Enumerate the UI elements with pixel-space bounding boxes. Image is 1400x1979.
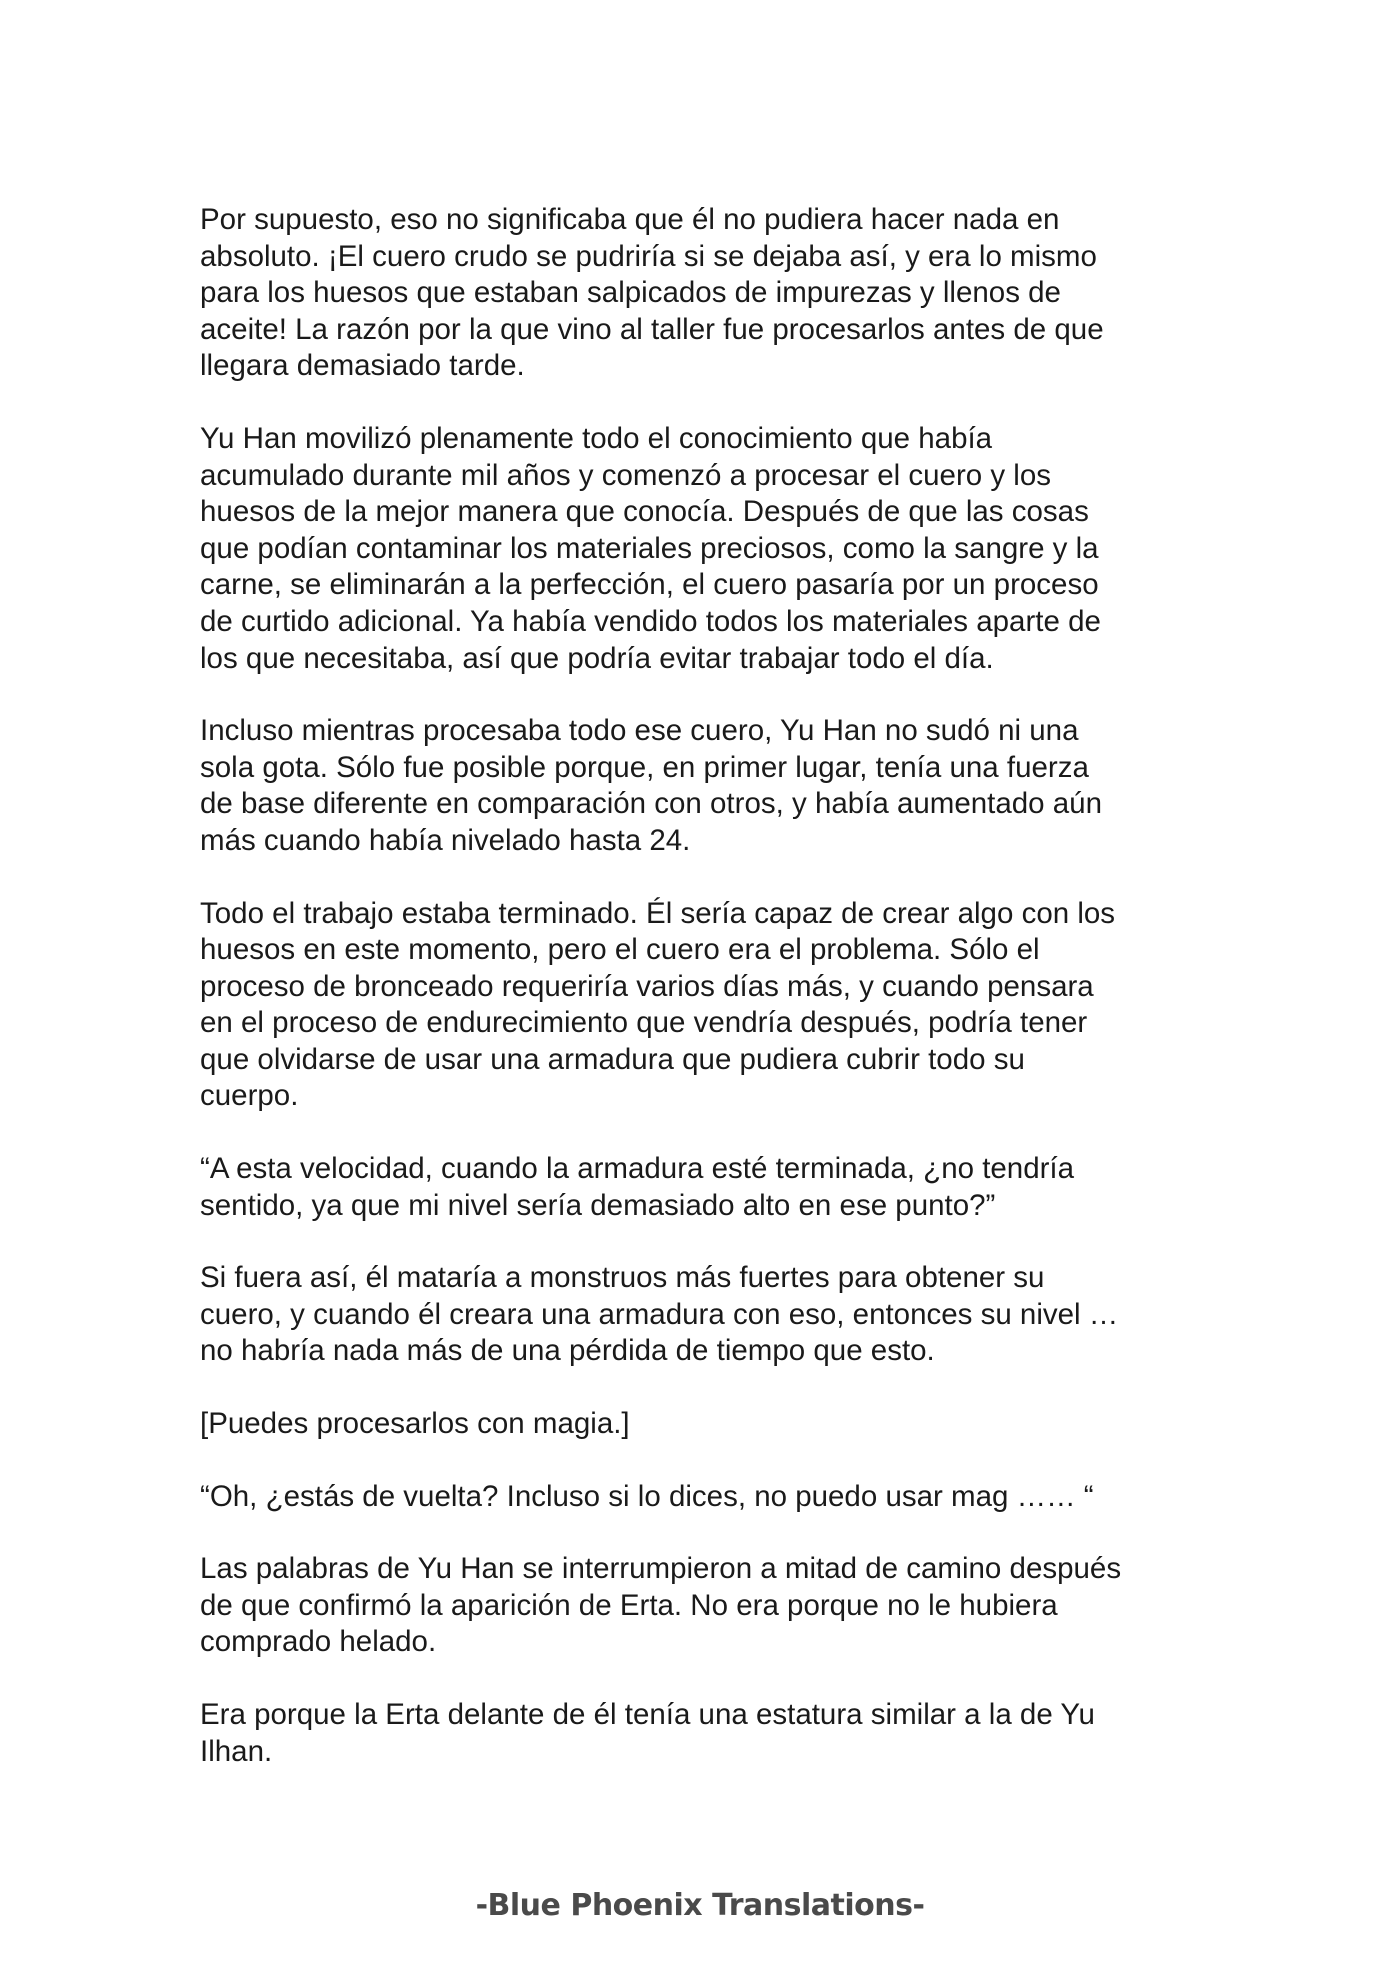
paragraph: Era porque la Erta delante de él tenía una estatura similar a la de Yu Ilhan. <box>200 1698 1095 1768</box>
paragraph: Si fuera así, él mataría a monstruos más fuertes para obtener su cuero, y cuando él creara una armadura con eso, entonces su nivel … no habría nada más de una pérdida de tiempo que esto. <box>200 1261 1119 1368</box>
paragraph: Por supuesto, eso no significaba que él no pudiera hacer nada en absoluto. ¡El cuero crudo se pudriría si se dejaba así, y era lo mismo para los huesos que estaban salpicados de impurezas y llenos de aceite! La razón por la que vino al taller fue procesarlos antes de que llegara demasiado tarde. <box>200 203 1104 383</box>
paragraph: Las palabras de Yu Han se interrumpieron a mitad de camino después de que confirmó la aparición de Erta. No era porque no le hubiera comprado helado. <box>200 1552 1122 1659</box>
paragraph: Todo el trabajo estaba terminado. Él sería capaz de crear algo con los huesos en este momento, pero el cuero era el problema. Sólo el proceso de bronceado requeriría varios días más, y cuando pensara en el proceso de endurecimiento que vendría después, podría tener que olvidarse de usar una armadura que pudiera cubrir todo su cuerpo. <box>200 896 1116 1113</box>
paragraph: [Puedes procesarlos con magia.] <box>200 1407 630 1441</box>
translator-credit: -Blue Phoenix Translations- <box>475 1888 925 1923</box>
paragraph: “A esta velocidad, cuando la armadura esté terminada, ¿no tendría sentido, ya que mi nivel sería demasiado alto en ese punto?” <box>200 1152 1075 1222</box>
body-text <box>200 202 1210 1806</box>
paragraph: Incluso mientras procesaba todo ese cuero, Yu Han no sudó ni una sola gota. Sólo fue posible porque, en primer lugar, tenía una fuerza de base diferente en comparación con otros, y había aumentado aún más cuando había nivelado hasta 24. <box>200 714 1102 857</box>
paragraph: “Oh, ¿estás de vuelta? Incluso si lo dices, no puedo usar mag …… “ <box>200 1479 1094 1513</box>
paragraph: Yu Han movilizó plenamente todo el conocimiento que había acumulado durante mil años y comenzó a procesar el cuero y los huesos de la mejor manera que conocía. Después de que las cosas que podían contaminar los materiales preciosos, como la sangre y la carne, se eliminarán a la perfección, el cuero pasaría por un proceso de curtido adicional. Ya había vendido todos los materiales aparte de los que necesitaba, así que podría evitar trabajar todo el día. <box>200 421 1101 675</box>
